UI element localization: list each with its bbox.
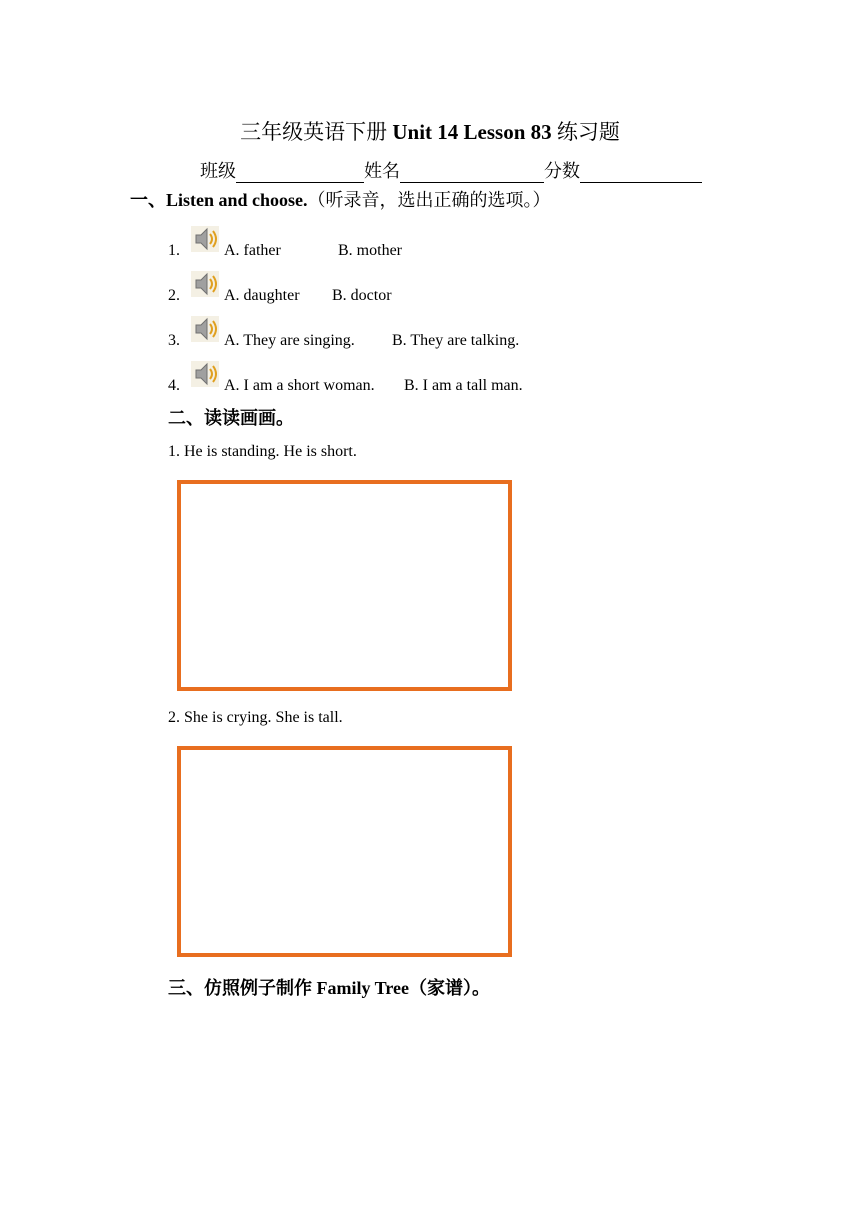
section1-heading: 一、Listen and choose.（听录音，选出正确的选项。） [130,190,551,210]
class-blank[interactable] [236,162,364,183]
option-a[interactable]: A. father [224,242,281,259]
option-b[interactable]: B. mother [338,242,402,259]
option-a[interactable]: A. I am a short woman. [224,377,375,394]
section2-heading: 二、读读画画。 [168,408,294,428]
speaker-icon[interactable] [190,371,220,401]
speaker-icon[interactable] [190,281,220,311]
score-label: 分数 [544,161,580,181]
drawing-prompt-1: 1. He is standing. He is short. [168,443,357,460]
drawing-box-2[interactable] [177,746,512,957]
class-label: 班级 [200,161,236,181]
option-a[interactable]: A. They are singing. [224,332,355,349]
question-4: 4. A. I am a short woman. B. I am a tall man. [168,371,523,401]
option-b[interactable]: B. They are talking. [392,332,520,349]
score-blank[interactable] [580,162,702,183]
speaker-icon[interactable] [190,326,220,356]
question-3: 3. A. They are singing. B. They are talking. [168,326,519,356]
question-1: 1. A. father B. mother [168,236,402,266]
option-a[interactable]: A. daughter [224,287,300,304]
name-label: 姓名 [364,161,400,181]
question-2: 2. A. daughter B. doctor [168,281,392,311]
section3-heading: 三、仿照例子制作 Family Tree（家谱）。 [168,978,490,998]
speaker-icon[interactable] [190,236,220,266]
option-b[interactable]: B. I am a tall man. [404,377,523,394]
student-info-line [200,157,702,183]
drawing-box-1[interactable] [177,480,512,691]
page-title: 三年级英语下册 Unit 14 Lesson 83 练习题 [240,120,620,144]
drawing-prompt-2: 2. She is crying. She is tall. [168,709,343,726]
option-b[interactable]: B. doctor [332,287,392,304]
name-blank[interactable] [400,162,544,183]
